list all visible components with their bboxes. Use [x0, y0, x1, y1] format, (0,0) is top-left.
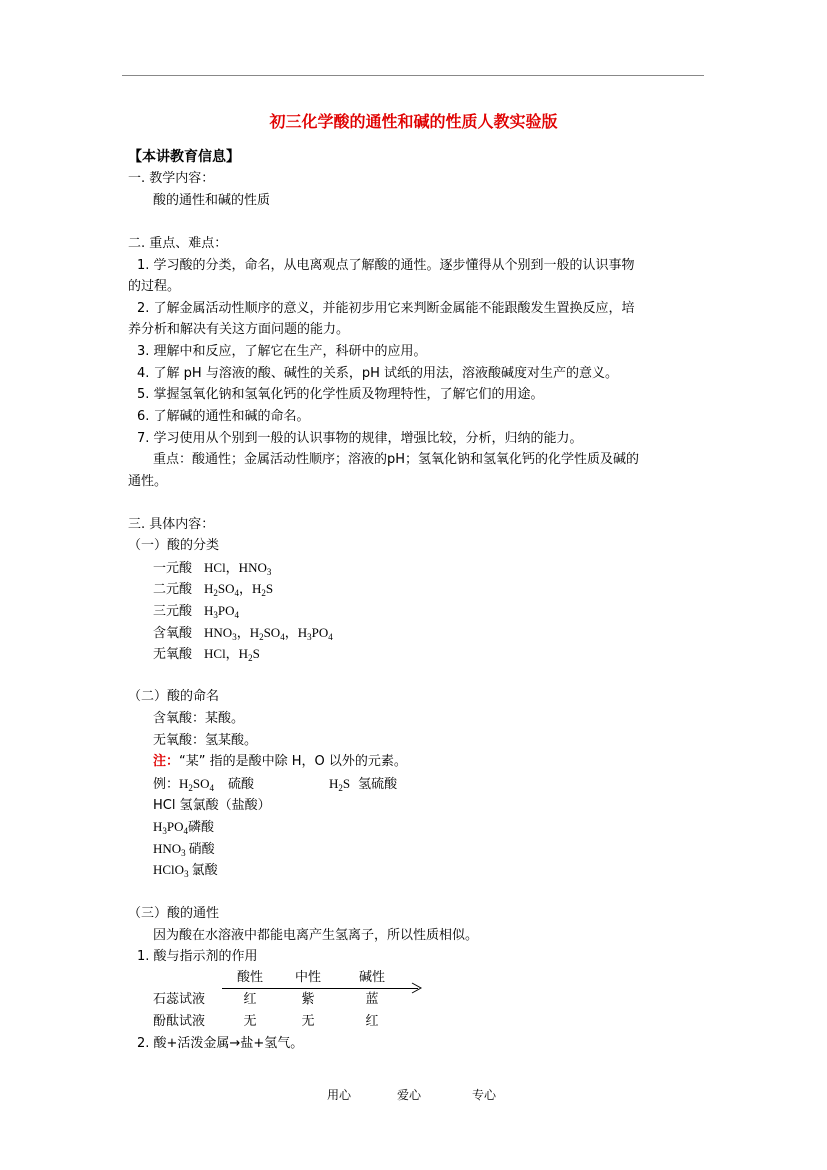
list-item: 1. 学习酸的分类，命名，从电离观点了解酸的通性。逐步懂得从个别到一般的认识事物: [137, 258, 635, 273]
table-cell: 紫: [301, 992, 315, 1007]
section-1-label: 一. 教学内容：: [128, 171, 215, 186]
part-2-label: （二）酸的命名: [128, 689, 220, 704]
acid-class-name: 含氧酸: [153, 626, 193, 641]
formula: $HNO_3$，$H_2SO_4$，$H_3PO_4$: [204, 625, 333, 642]
part-1-label: （一）酸的分类: [128, 538, 220, 553]
footer-text: 爱心: [397, 1088, 422, 1102]
table-cell: 无: [243, 1014, 257, 1029]
footer-text: 专心: [472, 1088, 497, 1102]
note-label: 注：: [153, 754, 180, 769]
part-3-intro: 因为酸在水溶液中都能电离产生氢离子，所以性质相似。: [153, 928, 479, 943]
acid-class-name: 三元酸: [153, 604, 193, 619]
naming-example: 例：$H_2SO_4$ 硫酸: [153, 776, 255, 793]
ph-scale-arrow: [222, 988, 418, 989]
section-2-label: 二. 重点、难点：: [128, 236, 228, 251]
key-points: 重点：酸通性；金属活动性顺序；溶液的pH；氢氧化钠和氢氧化钙的化学性质及碱的: [153, 452, 640, 467]
property-item: 2. 酸+活泼金属→盐+氢气。: [137, 1036, 304, 1051]
section-header: 【本讲教育信息】: [128, 149, 240, 165]
acid-class-name: 一元酸: [153, 561, 193, 576]
table-cell: 蓝: [365, 992, 379, 1007]
table-cell: 红: [243, 992, 257, 1007]
naming-hclo3: HClO$_3$ 氯酸: [153, 862, 218, 879]
formula: $H_3PO_4$: [204, 603, 240, 620]
acid-class-row: [153, 580, 273, 599]
page-title: 初三化学酸的通性和碱的性质人教实验版: [269, 112, 558, 131]
section-1-text: 酸的通性和碱的性质: [153, 193, 271, 208]
naming-hno3: $HNO_3$ 硝酸: [153, 841, 215, 858]
footer-text: 用心: [327, 1088, 352, 1102]
key-points-cont: 通性。: [128, 474, 168, 489]
naming-h3po4: $H_3PO_4$磷酸: [153, 819, 215, 836]
naming-note: [153, 753, 407, 771]
list-item: 4. 了解 pH 与溶液的酸、碱性的关系，pH 试纸的用法，溶液酸碱度对生产的意义。: [137, 366, 618, 381]
table-row-label: 酚酞试液: [153, 1014, 206, 1029]
list-item: 3. 理解中和反应，了解它在生产，科研中的应用。: [137, 344, 427, 359]
table-header: 碱性: [358, 970, 385, 985]
acid-class-name: 无氧酸: [153, 647, 193, 662]
arrow-head-icon: [410, 982, 422, 994]
acid-class-row: [153, 645, 260, 664]
naming-oxy: 含氧酸：某酸。: [153, 711, 245, 726]
formula: $H_2SO_4$，$H_2S$: [204, 581, 274, 598]
list-item: 2. 了解金属活动性顺序的意义，并能初步用它来判断金属能不能跟酸发生置换反应，培: [137, 301, 635, 316]
acid-class-row: [153, 624, 333, 643]
header-rule: [122, 75, 704, 76]
formula: HCl，$HNO_3$: [204, 560, 272, 577]
table-cell: 红: [365, 1014, 379, 1029]
list-item: 7. 学习使用从个别到一般的认识事物的规律，增强比较，分析，归纳的能力。: [137, 431, 583, 446]
table-header: 酸性: [236, 970, 263, 985]
table-row-label: 石蕊试液: [153, 992, 206, 1007]
list-item: 6. 了解碱的通性和碱的命名。: [137, 409, 310, 424]
list-item: 养分析和解决有关这方面问题的能力。: [128, 322, 350, 337]
naming-example-2: $H_2S$ 氢硫酸: [329, 776, 398, 793]
acid-class-row: [153, 602, 239, 621]
naming-hcl: HCl 氢氯酸（盐酸）: [153, 798, 271, 813]
formula: HCl，$H_2S$: [204, 646, 260, 663]
section-3-label: 三. 具体内容：: [128, 517, 215, 532]
acid-class-row: [153, 559, 271, 578]
acid-class-name: 二元酸: [153, 582, 193, 597]
naming-nonoxy: 无氧酸：氢某酸。: [153, 733, 258, 748]
list-item: 5. 掌握氢氧化钠和氢氧化钙的化学性质及物理特性，了解它们的用途。: [137, 387, 544, 402]
part-3-label: （三）酸的通性: [128, 906, 220, 921]
table-cell: 无: [301, 1014, 315, 1029]
property-item: 1. 酸与指示剂的作用: [137, 949, 258, 964]
table-header: 中性: [294, 970, 321, 985]
note-text: “某” 指的是酸中除 H，O 以外的元素。: [179, 754, 407, 769]
list-item: 的过程。: [128, 279, 181, 294]
